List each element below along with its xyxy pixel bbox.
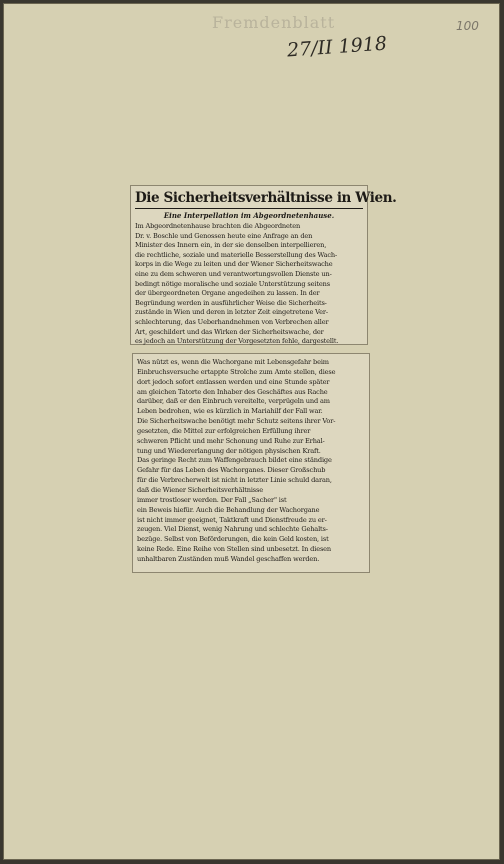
text-line: darüber, daß er den Einbruch vereitelte, verprügeln und am [137, 397, 330, 406]
text-line: immer trostloser werden. Der Fall „Sacher" ist [137, 495, 287, 504]
archive-page [3, 3, 500, 860]
text-line: gesetzten, die Mittel zur erfolgreichen Erfüllung ihrer [137, 426, 311, 435]
text-line: Die Sicherheitswache benötigt mehr Schutz seitens ihrer Vor- [137, 417, 336, 426]
text-line: Gefahr für das Leben des Wachorganes. Dieser Großschub [137, 466, 326, 475]
text-line: Einbruchsversuche ertappte Strolche zum Amte stellen, diese [137, 367, 336, 376]
clipping-subheadline: Eine Interpellation im Abgeordnetenhause. [163, 211, 335, 220]
text-line: tung und Wiedererlangung der nötigen physischen Kraft. [137, 446, 321, 455]
text-line: ein Beweis hiefür. Auch die Behandlung der Wachorgane [137, 505, 320, 514]
text-line: für die Verbrecherwelt ist nicht in letzter Linie schuld daran, [137, 476, 332, 485]
newspaper-clipping-bottom [132, 353, 370, 573]
text-line: die rechtliche, soziale und materielle Besserstellung des Wach- [135, 250, 338, 259]
text-line: Was nützt es, wenn die Wachorgane mit Lebensgefahr beim [137, 358, 329, 366]
text-line: Dr. v. Boschle und Genossen heute eine Anfrage an den [135, 231, 313, 240]
text-line: bezüge. Selbst von Beförderungen, die kein Geld kosten, ist [137, 535, 329, 544]
text-line: daß die Wiener Sicherheitsverhältnisse [137, 485, 264, 494]
text-line: eine zu dem schweren und verantwortungsvollen Dienste un- [135, 269, 332, 278]
text-line: Art, geschildert und das Wirken der Sicherheitswache, der [135, 327, 324, 336]
text-line: Leben bedrohen, wie es kürzlich in Mariahilf der Fall war. [137, 407, 323, 416]
text-line: dort jedoch sofort entlassen werden und eine Stunde später [137, 377, 330, 386]
text-line: zeugen. Viel Dienst, wenig Nahrung und schlechte Gehalts- [137, 525, 328, 534]
page-number: 100 [456, 19, 479, 33]
text-line: Im Abgeordnetenhause brachten die Abgeordneten [135, 222, 301, 230]
text-line: am gleichen Tatorte den Inhaber des Geschäftes aus Rache [137, 387, 328, 396]
text-line: ist nicht immer geeignet, Taktkraft und Dienstfreude zu er- [137, 515, 327, 524]
newspaper-clipping-top [130, 185, 397, 346]
text-line: Das geringe Recht zum Waffengebrauch bildet eine ständige [137, 456, 332, 465]
text-line: der übergeordneten Organe angedeihen zu lassen. In der [135, 289, 320, 298]
text-line: es jedoch an Unterstützung der Vorgesetzten fehle, dargestellt. [135, 337, 339, 346]
text-line: unhaltbaren Zuständen muß Wandel geschaffen werden. [137, 554, 320, 563]
text-line: schweren Pflicht und mehr Schonung und Ruhe zur Erhal- [137, 436, 325, 445]
text-line: korps in die Wege zu leiten und der Wiener Sicherheitswache [135, 260, 333, 269]
handwritten-date: 27/II 1918 [286, 32, 388, 62]
text-line: schlechterung, das Ueberhandnehmen von Verbrechen aller [135, 317, 329, 326]
text-line: keine Rede. Eine Reihe von Stellen sind unbesetzt. In diesen [137, 545, 332, 554]
archive-stamp: Fremdenblatt [212, 13, 336, 32]
text-line: Minister des Innern ein, in der sie denselben interpellieren, [135, 241, 327, 250]
text-line: bedingt nötige moralische und soziale Unterstützung seitens [135, 279, 330, 288]
text-line: zustände in Wien und deren in letzter Zeit eingetretene Ver- [135, 308, 328, 317]
text-line: Begründung werden in ausführlicher Weise die Sicherheits- [135, 298, 327, 307]
clipping-headline: Die Sicherheitsverhältnisse in Wien. [135, 189, 363, 209]
